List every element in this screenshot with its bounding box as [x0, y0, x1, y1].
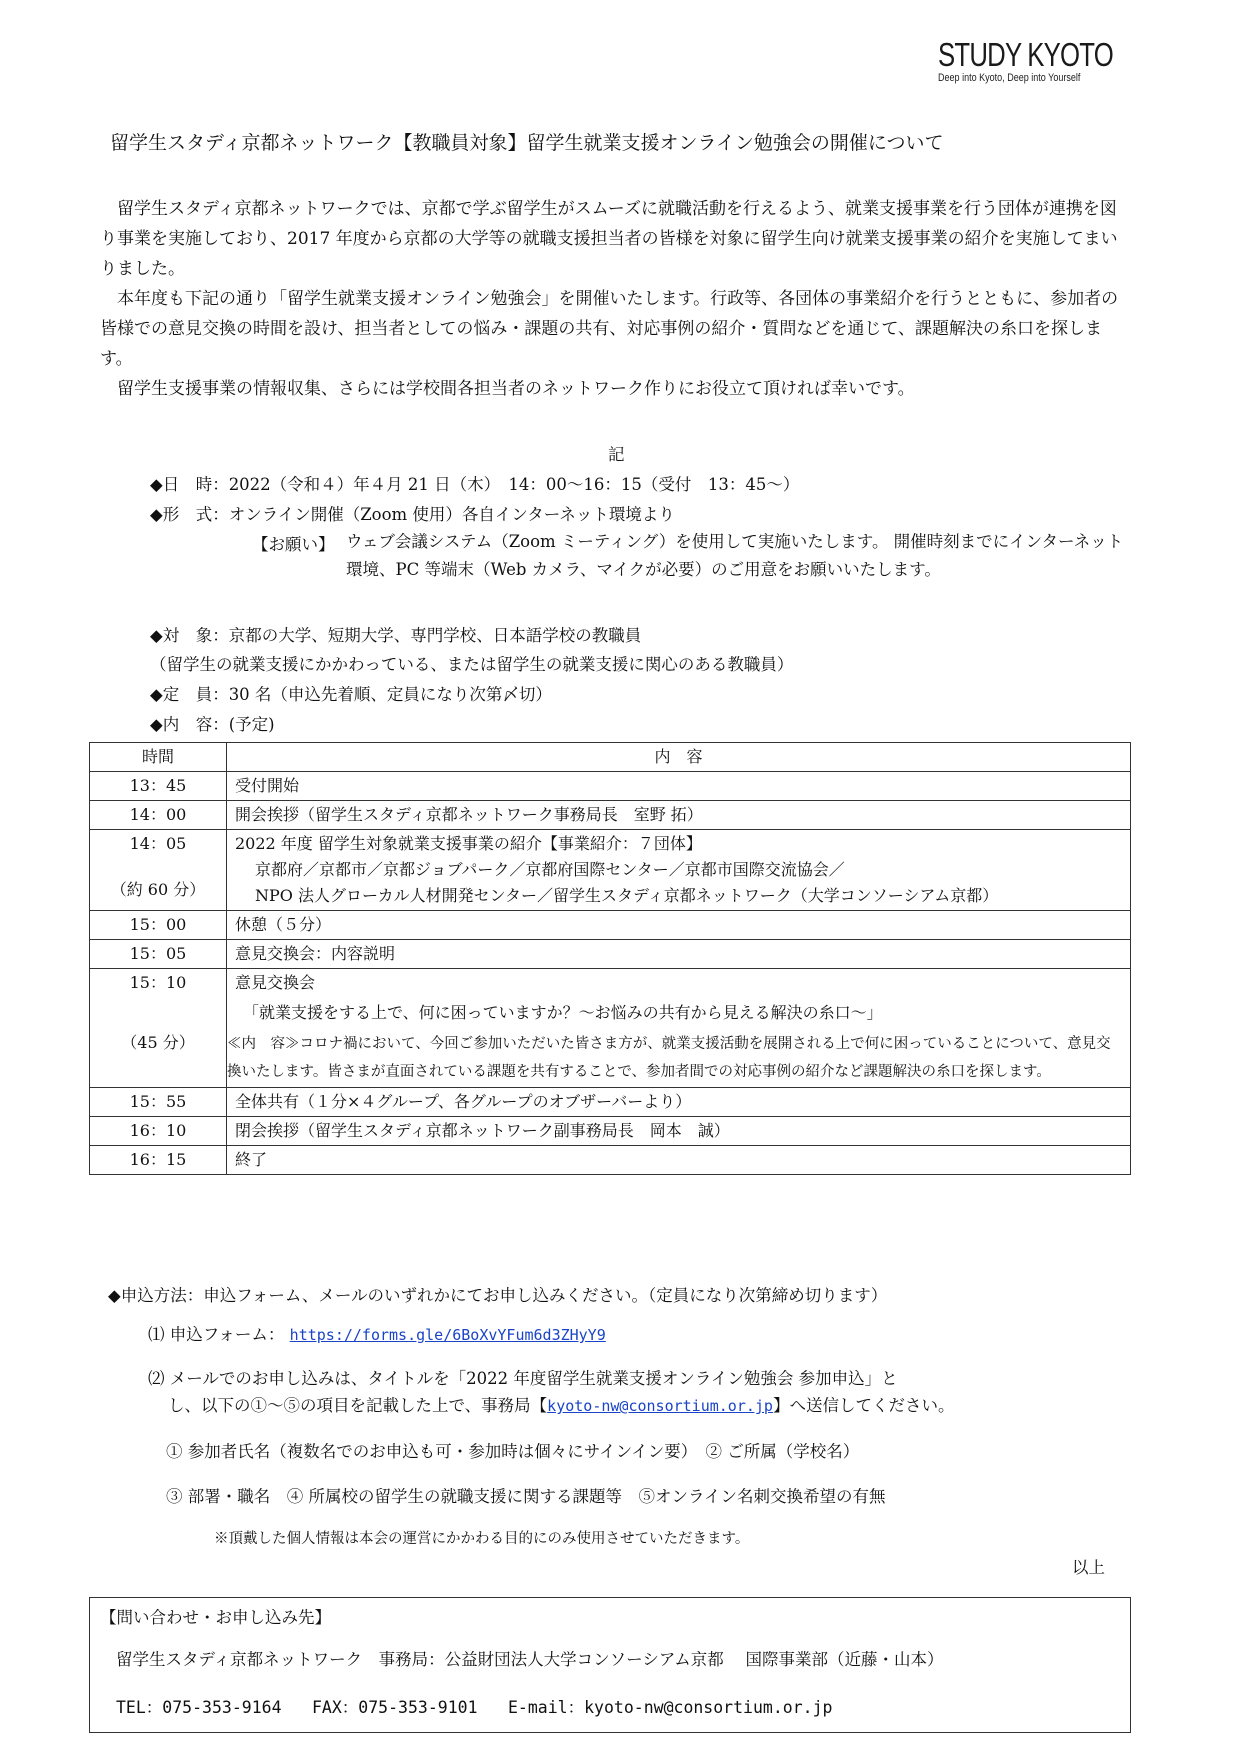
event-target: ◆対 象：京都の大学、短期大学、専門学校、日本語学校の教職員 [150, 626, 642, 645]
row-note-label: ≪内 容≫ [227, 1036, 300, 1052]
table-row [90, 1088, 1131, 1117]
row-content: 意見交換会：内容説明 [227, 940, 1131, 969]
header-content: 内 容 [227, 743, 1131, 772]
row-time-cell [90, 830, 227, 911]
table-row [90, 1146, 1131, 1175]
row-time: 15：00 [90, 911, 227, 940]
row-content: 終了 [227, 1146, 1131, 1175]
row-content: 全体共有（１分×４グループ、各グループのオブザーバーより） [227, 1088, 1131, 1117]
event-target-note: （留学生の就業支援にかかわっている、または留学生の就業支援に関心のある教職員） [150, 655, 794, 674]
apply-method: ◆申込方法：申込フォーム、メールのいずれかにてお申し込みください。（定員になり次第締め切ります） [108, 1286, 888, 1305]
page-title: 留学生スタディ京都ネットワーク【教職員対象】留学生就業支援オンライン勉強会の開催について [110, 132, 944, 154]
row-duration: （45 分） [121, 1033, 195, 1052]
closing-end: 以上 [1072, 1558, 1105, 1577]
apply-mail-text-2b: 】へ送信してください。 [772, 1396, 955, 1415]
study-kyoto-logo [938, 36, 1118, 84]
row-content: 2022 年度 留学生対象就業支援事業の紹介【事業紹介：７団体】 [235, 834, 702, 853]
row-theme: 「就業支援をする上で、何に困っていますか？～お悩みの共有から見える解決の糸口～」 [243, 1003, 883, 1022]
logo-tagline: Deep into Kyoto, Deep into Yourself [938, 72, 1081, 84]
intro-paragraph-1: 留学生スタディ京都ネットワークでは、京都で学ぶ留学生がスムーズに就職活動を行えるよう、就業支援事業を行う団体が連携を図り事業を実施しており、2017 年度から京都の大学等の就職支援担当者の皆様を対象に留学生向け就業支援事業の紹介を実施してまいりました。 [100, 199, 1118, 279]
row-time: 13：45 [90, 772, 227, 801]
table-row [90, 1117, 1131, 1146]
table-row [90, 911, 1131, 940]
apply-form-label: ⑴ 申込フォーム： [148, 1325, 285, 1344]
apply-form-row [148, 1321, 606, 1345]
apply-mail-text-1: ⑵ メールでのお申し込みは、タイトルを「2022 年度留学生就業支援オンライン勉強会 参加申込」と [148, 1369, 898, 1388]
table-row [90, 969, 1131, 1088]
row-time: 15：05 [90, 940, 227, 969]
row-note-text: コロナ禍において、今回ご参加いただいた皆さま方が、就業支援活動を展開される上で何に困っていることについて、意見交換いたします。皆さまが直面されている課題を共有することで、参加者間での対応事例の紹介など課題解決の糸口を探します。 [227, 1036, 1111, 1080]
contact-email: E-mail：kyoto-nw@consortium.or.jp [508, 1698, 833, 1717]
table-row [90, 830, 1131, 911]
request-label: 【お願い】 [252, 535, 335, 554]
schedule-header-row [90, 743, 1131, 772]
row-organizations-2: NPO 法人グローカル人材開発センター／留学生スタディ京都ネットワーク（大学コンソーシアム京都） [255, 886, 999, 905]
privacy-note: ※頂戴した個人情報は本会の運営にかかわる目的にのみ使用させていただきます。 [214, 1531, 750, 1547]
schedule-table [89, 742, 1131, 1175]
event-format: ◆形 式：オンライン開催（Zoom 使用）各自インターネット環境より [150, 505, 675, 524]
row-time-cell [90, 969, 227, 1088]
row-time: 14：00 [90, 801, 227, 830]
row-content-cell [227, 969, 1131, 1088]
apply-mail-link[interactable]: kyoto-nw@consortium.or.jp [547, 1397, 773, 1415]
row-time: 16：10 [90, 1117, 227, 1146]
row-content: 閉会挨拶（留学生スタディ京都ネットワーク副事務局長 岡本 誠） [227, 1117, 1131, 1146]
request-text: ウェブ会議システム（Zoom ミーティング）を使用して実施いたします。 開催時刻までにインターネット環境、PC 等端末（Web カメラ、マイクが必要）のご用意をお願いいたします。 [346, 532, 1124, 579]
row-content: 受付開始 [227, 772, 1131, 801]
row-time: 14：05 [129, 834, 187, 853]
header-time: 時間 [90, 743, 227, 772]
row-time: 15：10 [129, 973, 187, 992]
ki-heading: 記 [608, 445, 625, 464]
table-row [90, 801, 1131, 830]
table-row [90, 772, 1131, 801]
row-content-cell [227, 830, 1131, 911]
row-time: 16：15 [90, 1146, 227, 1175]
contact-heading: 【問い合わせ・お申し込み先】 [100, 1608, 331, 1627]
table-row [90, 940, 1131, 969]
intro-paragraph-3: 留学生支援事業の情報収集、さらには学校間各担当者のネットワーク作りにお役立て頂ければ幸いです。 [117, 379, 915, 399]
row-duration: （約 60 分） [110, 880, 206, 899]
apply-form-link[interactable]: https://forms.gle/6BoXvYFum6d3ZHyY9 [289, 1326, 606, 1344]
contact-organization: 留学生スタディ京都ネットワーク 事務局：公益財団法人大学コンソーシアム京都 国際事業部（近藤・山本） [116, 1650, 944, 1669]
event-capacity: ◆定 員：30 名（申込先着順、定員になり次第〆切） [150, 685, 552, 704]
event-content: ◆内 容：(予定) [150, 715, 275, 734]
contact-tel: TEL：075-353-9164 [116, 1698, 282, 1717]
row-time: 15：55 [90, 1088, 227, 1117]
row-organizations-1: 京都府／京都市／京都ジョブパーク／京都府国際センター／京都市国際交流協会／ [255, 860, 845, 879]
apply-mail-text-2a: し、以下の①～⑤の項目を記載した上で、事務局【 [168, 1396, 548, 1415]
row-content: 意見交換会 [235, 973, 316, 992]
row-note [227, 1030, 1122, 1086]
contact-box [89, 1597, 1131, 1733]
row-content: 開会挨拶（留学生スタディ京都ネットワーク事務局長 室野 拓） [227, 801, 1131, 830]
logo-name: STUDY KYOTO [938, 36, 1113, 73]
apply-items-2: ③ 部署・職名 ④ 所属校の留学生の就職支援に関する課題等 ⑤オンライン名刺交換希望の有無 [166, 1487, 886, 1506]
apply-mail-row [168, 1392, 954, 1416]
intro-paragraph-2: 本年度も下記の通り「留学生就業支援オンライン勉強会」を開催いたします。行政等、各団体の事業紹介を行うとともに、参加者の皆様での意見交換の時間を設け、担当者としての悩み・課題の共有、対応事例の紹介・質問などを通じて、課題解決の糸口を探します。 [100, 289, 1119, 369]
event-datetime: ◆日 時：2022（令和４）年４月 21 日（木） 14：00～16：15（受付 13：45～） [150, 475, 800, 494]
contact-fax: FAX：075-353-9101 [312, 1698, 478, 1717]
row-content: 休憩（５分） [227, 911, 1131, 940]
apply-items-1: ① 参加者氏名（複数名でのお申込も可・参加時は個々にサインイン要） ② ご所属（学校名） [166, 1442, 860, 1461]
